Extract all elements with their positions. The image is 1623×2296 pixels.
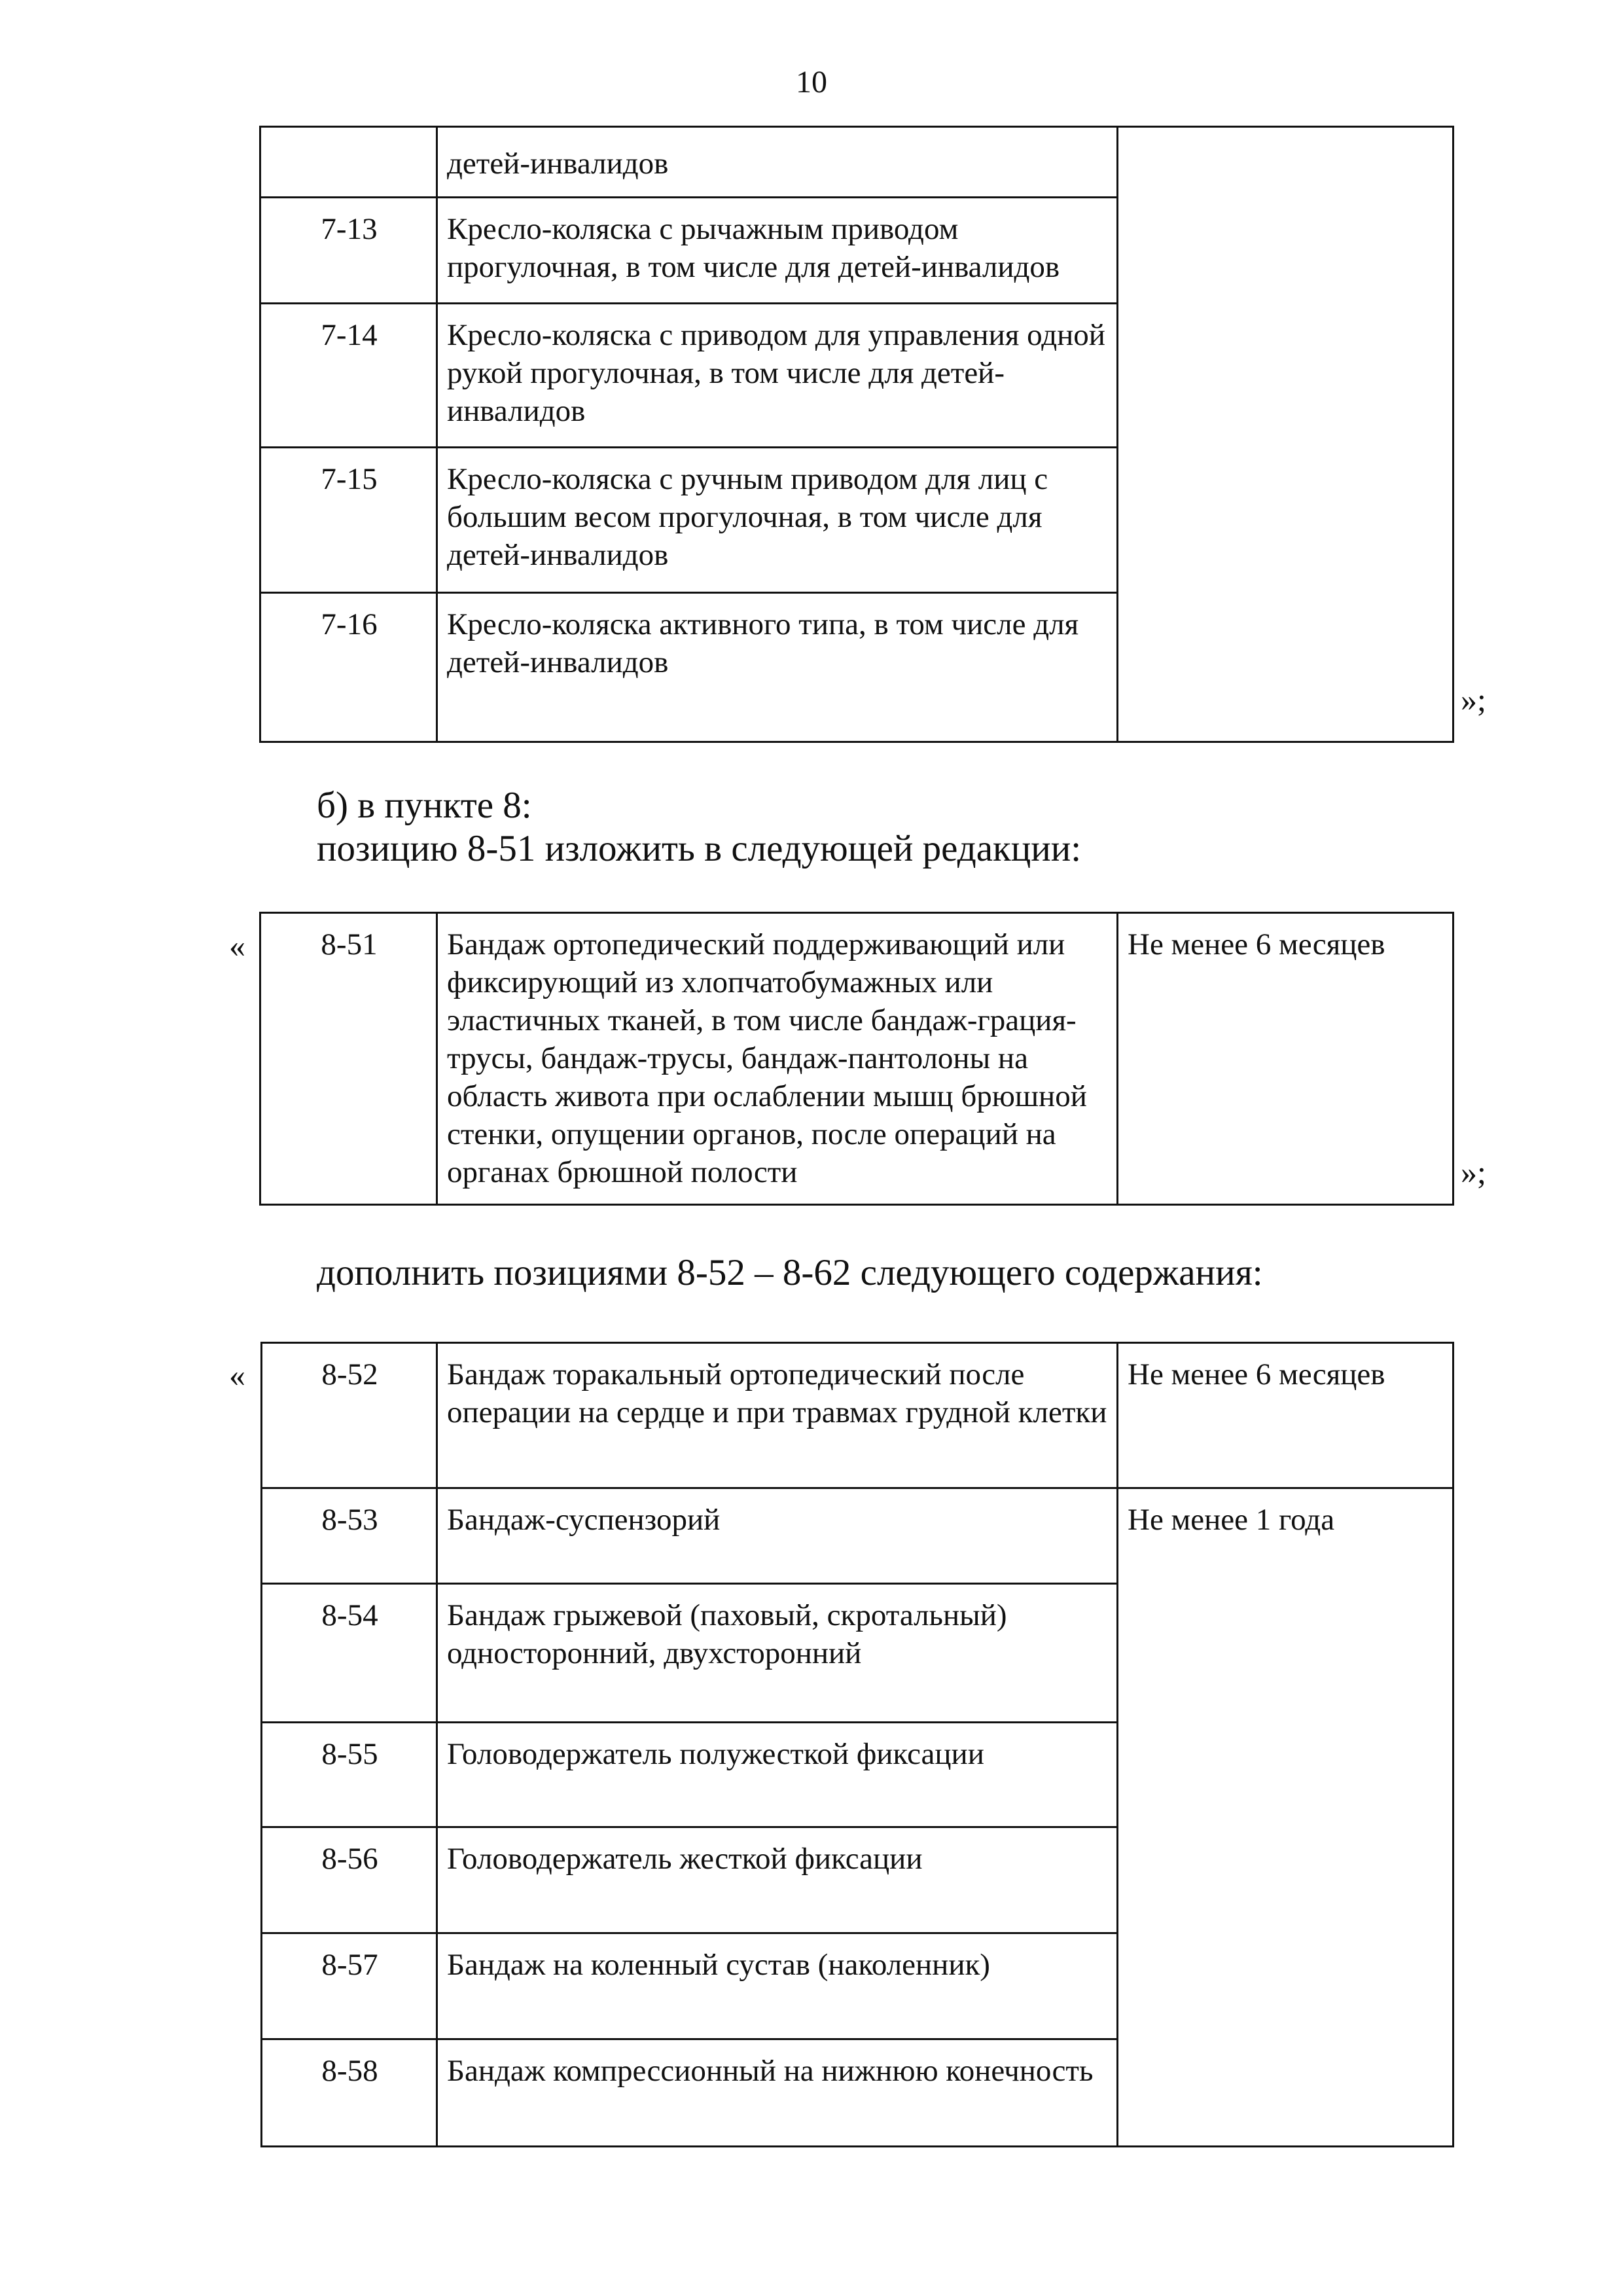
position-name: Бандаж на коленный сустав (наколенник) (437, 1933, 1118, 2039)
table-row (262, 1488, 1454, 1584)
positions-table-7 (259, 126, 1454, 743)
position-code: 8-58 (262, 2039, 437, 2147)
opening-quote: « (229, 1357, 245, 1393)
position-period: Не менее 1 года (1118, 1488, 1454, 2147)
position-name: Головодержатель жесткой фиксации (437, 1827, 1118, 1933)
paragraph-b-instruction: позицию 8-51 изложить в следующей редакции: (317, 828, 1082, 869)
position-code: 8-57 (262, 1933, 437, 2039)
closing-quote: »; (1461, 681, 1486, 718)
position-code: 7-16 (260, 593, 437, 742)
position-name: Бандаж-суспензорий (437, 1488, 1118, 1584)
period-cell (1118, 127, 1454, 742)
position-code (260, 127, 437, 198)
position-code: 8-55 (262, 1723, 437, 1827)
position-code: 8-53 (262, 1488, 437, 1584)
paragraph-add-positions: дополнить позициями 8-52 – 8-62 следующего содержания: (317, 1252, 1263, 1293)
position-code: 7-14 (260, 304, 437, 448)
position-period: Не менее 6 месяцев (1118, 1343, 1454, 1488)
position-name: Головодержатель полужесткой фиксации (437, 1723, 1118, 1827)
position-name: Бандаж ортопедический поддерживающий или фиксирующий из хлопчатобумажных или эластичных тканей, в том числе бандаж-грация-трусы, бандаж-трусы, бандаж-пантолоны на область живота при ослаблении мышц брюшной стенки, опущении органов, после операций на органах брюшной полости (437, 913, 1118, 1205)
position-code: 8-56 (262, 1827, 437, 1933)
position-name: Кресло-коляска с приводом для управления одной рукой прогулочная, в том числе для детей-инвалидов (437, 304, 1118, 448)
closing-quote: »; (1461, 1154, 1486, 1191)
table-row (262, 1343, 1454, 1488)
position-code: 8-54 (262, 1584, 437, 1723)
position-name: детей-инвалидов (437, 127, 1118, 198)
position-name: Бандаж торакальный ортопедический после операции на сердце и при травмах грудной клетки (437, 1343, 1118, 1488)
table-row (260, 127, 1454, 198)
positions-table-8-52 (260, 1342, 1454, 2147)
opening-quote: « (229, 927, 245, 964)
position-name: Бандаж грыжевой (паховый, скротальный) односторонний, двухсторонний (437, 1584, 1118, 1723)
position-period: Не менее 6 месяцев (1118, 913, 1454, 1205)
table-row (260, 913, 1454, 1205)
position-name: Кресло-коляска с рычажным приводом прогулочная, в том числе для детей-инвалидов (437, 198, 1118, 304)
position-name: Бандаж компрессионный на нижнюю конечность (437, 2039, 1118, 2147)
position-code: 8-52 (262, 1343, 437, 1488)
position-table-8-51 (259, 912, 1454, 1206)
page-number: 10 (796, 65, 827, 99)
position-name: Кресло-коляска активного типа, в том числе для детей-инвалидов (437, 593, 1118, 742)
position-code: 7-13 (260, 198, 437, 304)
position-code: 7-15 (260, 448, 437, 593)
position-code: 8-51 (260, 913, 437, 1205)
position-name: Кресло-коляска с ручным приводом для лиц с большим весом прогулочная, в том числе для детей-инвалидов (437, 448, 1118, 593)
paragraph-b-heading: б) в пункте 8: (317, 785, 532, 826)
